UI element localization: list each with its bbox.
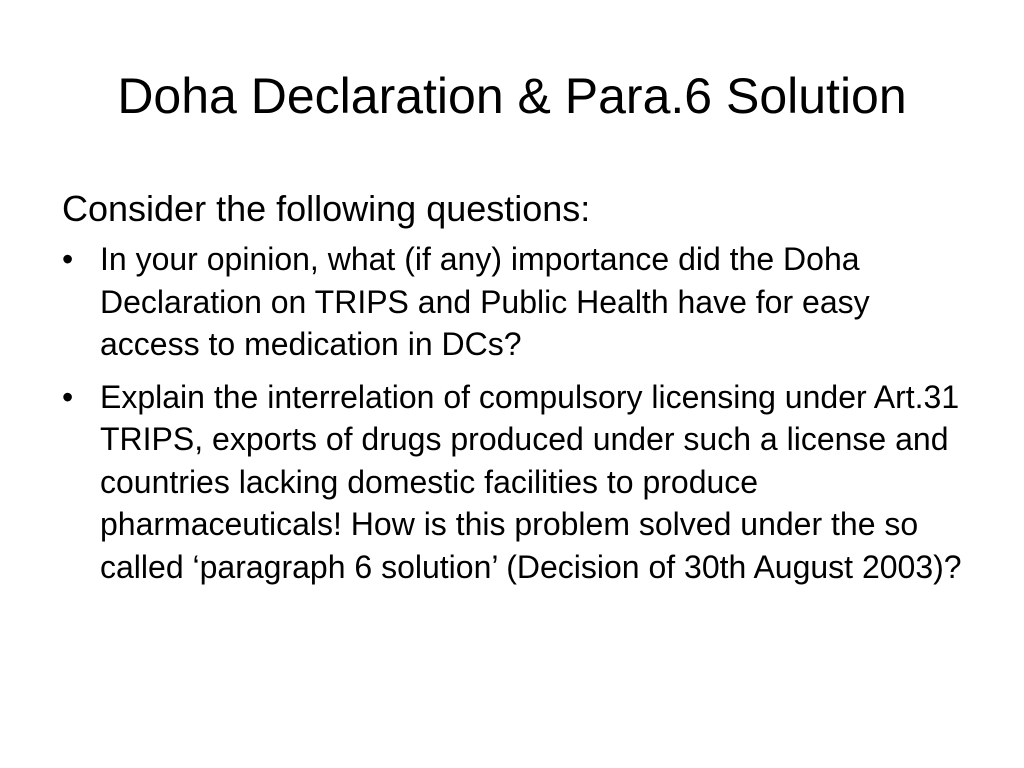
slide-title: Doha Declaration & Para.6 Solution (117, 68, 907, 124)
question-text: In your opinion, what (if any) importance did the Doha Declaration on TRIPS and Public Health have for easy access to medication in DCs? (100, 241, 870, 362)
bullet-icon: • (62, 378, 74, 415)
intro-text: Consider the following questions: (62, 188, 591, 229)
question-list (62, 238, 962, 588)
question-item (62, 376, 962, 589)
slide-body (62, 186, 962, 598)
bullet-icon: • (62, 241, 74, 277)
question-text: Explain the interrelation of compulsory licensing under Art.31 TRIPS, exports of drugs produced under such a license and countries lacking domestic facilities to produce pharmaceuticals! How is this problem solved under the so called ‘paragraph 6 solution’ (Decision of 30th August 2003)? (100, 378, 962, 585)
question-item (62, 238, 962, 366)
